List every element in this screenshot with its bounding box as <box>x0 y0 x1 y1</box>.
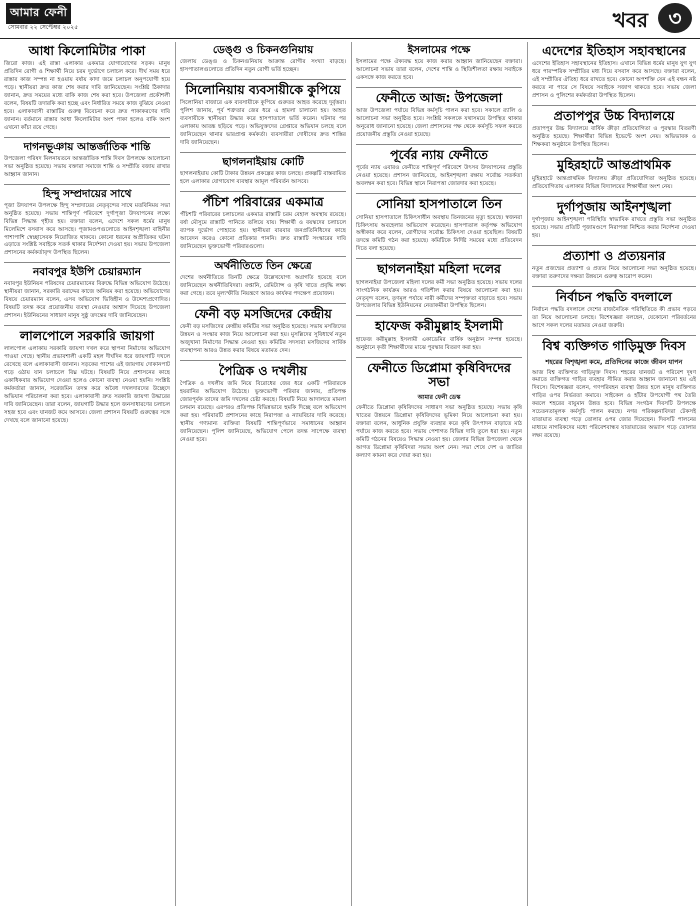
news-article <box>180 191 346 252</box>
column-divider <box>175 42 176 906</box>
news-article <box>180 256 346 299</box>
page-number-badge: ৩ <box>658 3 692 33</box>
article-divider <box>532 196 696 197</box>
article-divider <box>180 191 346 192</box>
article-headline[interactable]: পঁচিশ পরিবারের একমাত্র <box>202 193 324 209</box>
news-article <box>356 258 522 311</box>
article-headline[interactable]: বিশ্ব ব্যক্তিগত গাড়িমুক্ত দিবস <box>542 338 686 354</box>
news-article <box>4 325 170 426</box>
article-body: হাফেজ করীমুল্লাহ ইসলামী একাডেমির বার্ষিক অনুষ্ঠান সম্পন্ন হয়েছে। অনুষ্ঠানে কৃতী শিক্ষার্থীদের মাঝে পুরস্কার বিতরণ করা হয়। <box>356 336 522 351</box>
article-divider <box>180 360 346 361</box>
article-headline[interactable]: অর্থনীতিতে তিন ক্ষেত্রে <box>214 259 312 272</box>
article-body: জিরো কাজ। এই রাস্তা এলাকার একমাত্র যোগাযোগের সড়ক। মানুষ প্রতিদিন রোগী ও শিক্ষার্থী নিয়ে চরম দুর্ভোগে চলাচল করে। দীর্ঘ সময় ধরে রাস্তার কাজ সম্পন্ন না হওয়ায় বর্ষায় কাদা জমে চলাচল অনুপযোগী হয়ে পড়ে। স্থানীয়রা দ্রুত কাজ শেষ করার দাবি জানিয়েছেন। সংশ্লিষ্ট ঠিকাদার জানান, দ্রুত সময়ের মধ্যে বাকি কাজ শেষ করা হবে। উপজেলা প্রকৌশলী বলেন, বিষয়টি তদারকি করা হচ্ছে এবং নির্ধারিত সময়ে কাজ বুঝিয়ে নেওয়া হবে। এলাকাবাসী রাস্তাটির গুরুত্ব বিবেচনা করে দ্রুত পাকাকরণের দাবি জানান। বর্তমানে রাস্তার আধা কিলোমিটার অংশ পাকা হলেও বাকি অংশ এখনো কাঁচা রয়ে গেছে। <box>4 61 170 131</box>
article-body: ইসলামের পক্ষে ঐক্যবদ্ধ হয়ে কাজ করার আহ্বান জানিয়েছেন বক্তারা। আলোচনা সভায় তারা বলেন, দেশের শান্তি ও স্থিতিশীলতা রক্ষায় সবাইকে একসঙ্গে কাজ করতে হবে। <box>356 59 522 81</box>
article-headline[interactable]: ছাগলনাইয়া মহিলা দলের <box>377 261 501 277</box>
article-body: ফেনীতে ডিপ্লোমা কৃষিবিদদের সাধারণ সভা অনুষ্ঠিত হয়েছে। সভায় কৃষি খাতের উন্নয়নে ডিপ্লোমা কৃষিবিদদের ভূমিকা নিয়ে আলোচনা করা হয়। বক্তারা বলেন, আধুনিক প্রযুক্তি ব্যবহার করে কৃষি উৎপাদন বাড়াতে মাঠ পর্যায়ে কাজ করতে হবে। সভায় পেশাগত বিভিন্ন দাবি তুলে ধরা হয়। নতুন কমিটি গঠনের বিষয়েও সিদ্ধান্ত নেওয়া হয়। জেলার বিভিন্ন উপজেলা থেকে আগত ডিপ্লোমা কৃষিবিদরা সভায় অংশ নেন। সভা শেষে দেশ ও জাতির কল্যাণ কামনা করে দোয়া করা হয়। <box>356 405 522 459</box>
news-article <box>532 286 696 331</box>
section-label: খবর <box>612 8 648 32</box>
news-article <box>180 152 346 187</box>
article-divider <box>532 335 696 336</box>
article-body: পঁচিশটি পরিবারের চলাচলের একমাত্র রাস্তাটি চরম বেহাল অবস্থায় রয়েছে। বর্ষা মৌসুমে রাস্তাটি পানিতে তলিয়ে যায়। শিক্ষার্থী ও বয়স্কদের চলাচলে ব্যাপক দুর্ভোগ পোহাতে হয়। স্থানীয়রা বারবার জনপ্রতিনিধিদের কাছে আবেদন করেও কোনো প্রতিকার পাননি। দ্রুত রাস্তাটি সংস্কারের দাবি জানিয়েছেন ভুক্তভোগী পরিবারগুলো। <box>180 212 346 250</box>
article-divider <box>356 258 522 259</box>
news-column-1 <box>4 42 170 908</box>
article-divider <box>356 357 522 358</box>
article-headline[interactable]: প্রতাপপুর উচ্চ বিদ্যালয়ে <box>553 108 675 124</box>
masthead <box>0 0 700 39</box>
article-body: নবাবপুর ইউনিয়ন পরিষদের চেয়ারম্যানের বিরুদ্ধে বিভিন্ন অভিযোগ উঠেছে। স্থানীয়রা জানান, সরকারি বরাদ্দের কাজে অনিয়ম করা হয়েছে। অভিযোগের বিষয়ে চেয়ারম্যান বলেন, এসব অভিযোগ ভিত্তিহীন ও উদ্দেশ্যপ্রণোদিত। বিষয়টি তদন্ত করে প্রয়োজনীয় ব্যবস্থা নেওয়ার আশ্বাস দিয়েছে উপজেলা প্রশাসন। ইউনিয়নের সাধারণ মানুষ সুষ্ঠু তদন্তের দাবি জানিয়েছেন। <box>4 281 170 320</box>
news-column-2 <box>180 42 346 908</box>
article-divider <box>532 154 696 155</box>
newspaper-logo: আমার ফেনী <box>6 3 71 24</box>
article-divider <box>4 137 170 138</box>
article-headline[interactable]: নির্বাচন পদ্ধতি বদলালে <box>556 288 672 304</box>
article-headline[interactable]: সোনিয়া হাসপাতালে তিন <box>376 196 502 212</box>
news-article <box>356 315 522 352</box>
article-headline[interactable]: ফেনীতে ডিপ্লোমা কৃষিবিদদের সভা <box>367 359 511 389</box>
article-body: মুহিরহাটে আন্তপ্রাথমিক বিদ্যালয় ক্রীড়া প্রতিযোগিতা অনুষ্ঠিত হয়েছে। প্রতিযোগিতায় এলাকার বিভিন্ন বিদ্যালয়ের শিক্ষার্থীরা অংশ নেয়। <box>532 175 696 190</box>
article-body: নতুন প্রজন্মের প্রত্যাশা ও প্রত্যয় নিয়ে আলোচনা সভা অনুষ্ঠিত হয়েছে। বক্তারা তরুণদের দক্ষতা উন্নয়নে গুরুত্ব আরোপ করেন। <box>532 266 696 280</box>
news-article <box>4 184 170 259</box>
article-body: প্রতাপপুর উচ্চ বিদ্যালয়ে বার্ষিক ক্রীড়া প্রতিযোগিতা ও পুরস্কার বিতরণী অনুষ্ঠিত হয়েছে। শিক্ষার্থীরা বিভিন্ন ইভেন্টে অংশ নেয়। অভিভাবক ও শিক্ষকরা অনুষ্ঠানে উপস্থিত ছিলেন। <box>532 126 696 149</box>
article-body: সোনিয়া হাসপাতালে চিকিৎসাধীন অবস্থায় তিনজনের মৃত্যু হয়েছে। স্বজনরা চিকিৎসায় অবহেলার অভিযোগ করেছেন। হাসপাতাল কর্তৃপক্ষ অভিযোগ অস্বীকার করে বলেন, রোগীদের সর্বোচ্চ চিকিৎসা দেওয়া হয়েছিল। বিষয়টি তদন্তে কমিটি গঠন করা হয়েছে। কমিটিকে নির্দিষ্ট সময়ের মধ্যে প্রতিবেদন দিতে বলা হয়েছে। <box>356 214 522 253</box>
article-headline[interactable]: এদেশের ইতিহাস সহাবস্থানের <box>542 43 686 58</box>
news-article <box>532 245 696 282</box>
article-headline[interactable]: প্রত্যাশা ও প্রত্যয়নার <box>562 247 666 263</box>
article-headline[interactable]: সিলোনিয়ায় ব্যবসায়ীকে কুপিয়ে <box>185 81 341 97</box>
article-headline[interactable]: দুর্গাপূজায় আইনশৃঙ্খলা <box>556 198 672 214</box>
news-article <box>4 137 170 180</box>
article-divider <box>180 79 346 80</box>
article-headline[interactable]: পূর্বের ন্যায় ফেনীতে <box>390 147 488 162</box>
article-divider <box>4 325 170 326</box>
article-headline[interactable]: লালপোলে সরকারি জায়গা <box>19 328 155 344</box>
article-divider <box>4 262 170 263</box>
column-divider <box>527 42 528 906</box>
article-headline[interactable]: ইসলামের পক্ষে <box>407 44 471 56</box>
news-article <box>356 87 522 140</box>
article-body: আজ উপজেলা পর্যায়ে বিভিন্ন কর্মসূচি পালন করা হবে। সকালে র‌্যালি ও আলোচনা সভা অনুষ্ঠিত হবে। সংশ্লিষ্ট সকলকে যথাসময়ে উপস্থিত থাকার অনুরোধ জানানো হয়েছে। জেলা প্রশাসনের পক্ষ থেকে কর্মসূচি সফল করতে প্রয়োজনীয় প্রস্তুতি নেওয়া হয়েছে। <box>356 108 522 139</box>
article-headline[interactable]: পৈত্রিক ও দখলীয় <box>219 362 307 378</box>
article-divider <box>356 315 522 316</box>
dateline: সোমবার ২২ সেপ্টেম্বর ২০২৫ <box>8 24 79 31</box>
news-article <box>356 144 522 189</box>
article-body: দেশের অর্থনীতিতে তিনটি ক্ষেত্রে উল্লেখযোগ্য অগ্রগতি হয়েছে বলে জানিয়েছেন অর্থনীতিবিদরা। রপ্তানি, রেমিট্যান্স ও কৃষি খাতে প্রবৃদ্ধি লক্ষ্য করা গেছে। তবে মূল্যস্ফীতি নিয়ন্ত্রণে আরও কার্যকর পদক্ষেপ প্রয়োজন। <box>180 275 346 297</box>
article-byline: আমার ফেনী ডেস্ক <box>417 394 461 402</box>
article-body: নির্বাচন পদ্ধতি বদলালে দেশের রাজনৈতিক পরিস্থিতিতে কী প্রভাব পড়বে তা নিয়ে আলোচনা চলছে। বিশেষজ্ঞরা বলছেন, যেকোনো পরিবর্তনের আগে সকল দলের মতামত নেওয়া জরুরি। <box>532 307 696 330</box>
article-body: ছাগলনাইয়ায় কোটি টাকার উন্নয়ন প্রকল্পের কাজ চলছে। প্রকল্পটি বাস্তবায়িত হলে এলাকার যোগাযোগ ব্যবস্থার আমূল পরিবর্তন আসবে। <box>180 171 346 185</box>
article-divider <box>356 144 522 145</box>
news-article <box>180 360 346 445</box>
article-body: সিলোনিয়া বাজারে এক ব্যবসায়ীকে কুপিয়ে গুরুতর আহত করেছে দুর্বৃত্তরা। পুলিশ জানায়, পূর্ব শত্রুতার জের ধরে এ হামলা চালানো হয়। আহত ব্যবসায়ীকে স্থানীয়রা উদ্ধার করে হাসপাতালে ভর্তি করেন। ঘটনার পর এলাকায় আতঙ্ক ছড়িয়ে পড়ে। অভিযুক্তদের গ্রেপ্তারে অভিযান চলছে বলে জানিয়েছেন থানার ভারপ্রাপ্ত কর্মকর্তা। ব্যবসায়ীরা দোষীদের দ্রুত শাস্তির দাবি জানিয়েছেন। <box>180 100 346 146</box>
news-article <box>180 44 346 75</box>
article-body: পূর্বের ন্যায় এবারও ফেনীতে শান্তিপূর্ণ পরিবেশে উৎসব উদযাপনের প্রস্তুতি নেওয়া হয়েছে। প্রশাসন জানিয়েছে, আইনশৃঙ্খলা রক্ষায় সর্বোচ্চ সতর্কতা অবলম্বন করা হবে। বিভিন্ন স্থানে নিরাপত্তা জোরদার করা হয়েছে। <box>356 165 522 188</box>
article-body: লালপোল এলাকায় সরকারি জায়গা দখল করে স্থাপনা নির্মাণের অভিযোগ পাওয়া গেছে। স্থানীয় প্রভাবশালী একটি মহল দীর্ঘদিন ধরে জায়গাটি দখলে রেখেছে বলে এলাকাবাসী জানান। সড়কের পাশের এই জায়গায় দোকানপাট গড়ে ওঠায় যান চলাচলে বিঘ্ন ঘটছে। বিষয়টি নিয়ে প্রশাসনের কাছে একাধিকবার অভিযোগ দেওয়া হলেও কোনো ব্যবস্থা নেওয়া হয়নি। সংশ্লিষ্ট কর্মকর্তারা জানান, সরেজমিন তদন্ত করে অবৈধ দখলদারদের উচ্ছেদে অভিযান পরিচালনা করা হবে। এলাকাবাসী দ্রুত সরকারি জায়গা উদ্ধারের দাবি জানিয়েছেন। তারা বলেন, জায়গাটি উদ্ধার হলে জনসাধারণের চলাচল সহজ হবে এবং যানজট কমে আসবে। জেলা প্রশাসন বিষয়টি গুরুত্বের সঙ্গে দেখছে বলে জানানো হয়েছে। <box>4 346 170 424</box>
article-body: ছাগলনাইয়া উপজেলা মহিলা দলের কর্মী সভা অনুষ্ঠিত হয়েছে। সভায় দলের সাংগঠনিক কার্যক্রম আরও গতিশীল করার বিষয়ে আলোচনা করা হয়। নেতৃবৃন্দ বলেন, তৃণমূল পর্যায়ে নারী কর্মীদের সম্পৃক্ততা বাড়াতে হবে। সভায় উপজেলার বিভিন্ন ইউনিয়নের নেতাকর্মীরা উপস্থিত ছিলেন। <box>356 279 522 310</box>
article-headline[interactable]: আধা কিলোমিটার পাকা <box>28 43 146 58</box>
article-body: আজ বিশ্ব ব্যক্তিগত গাড়িমুক্ত দিবস। শহরের যানজট ও পরিবেশ দূষণ কমাতে ব্যক্তিগত গাড়ির ব্যবহার সীমিত করার আহ্বান জানানো হয় এই দিবসে। বিশেষজ্ঞরা বলেন, গণপরিবহন ব্যবস্থা উন্নত হলে মানুষ ব্যক্তিগত গাড়ির ওপর নির্ভরতা কমাবে। সাইকেল ও হাঁটার উপযোগী পথ তৈরি করলে শহরের বায়ুমান উন্নত হবে। বিভিন্ন সংগঠন দিবসটি উপলক্ষে সচেতনতামূলক কর্মসূচি পালন করছে। নগর পরিকল্পনাবিদরা টেকসই যাতায়াত ব্যবস্থা গড়ে তোলার ওপর জোর দিয়েছেন। দিবসটি পালনের মাধ্যমে নাগরিকদের মধ্যে পরিবেশবান্ধব যাতায়াতের অভ্যাস গড়ে তোলার লক্ষ্য রয়েছে। <box>532 369 696 439</box>
article-body: পৈত্রিক ও দখলীয় জমি নিয়ে বিরোধের জের ধরে একটি পরিবারকে হয়রানির অভিযোগ উঠেছে। ভুক্তভোগী পরিবার জানায়, প্রতিপক্ষ জোরপূর্বক তাদের জমি দখলের চেষ্টা করছে। বিষয়টি নিয়ে আদালতে মামলা চলমান রয়েছে। এরপরও প্রতিপক্ষ বিভিন্নভাবে হুমকি দিচ্ছে বলে অভিযোগ করা হয়। পরিবারটি প্রশাসনের কাছে নিরাপত্তা ও ন্যায়বিচার দাবি করেছে। স্থানীয় গণ্যমান্য ব্যক্তিরা বিষয়টি শান্তিপূর্ণভাবে সমাধানের আহ্বান জানিয়েছেন। পুলিশ জানিয়েছে, অভিযোগ পেলে তদন্ত সাপেক্ষে ব্যবস্থা নেওয়া হবে। <box>180 381 346 443</box>
article-headline[interactable]: ডেঙ্গু ও চিকনগুনিয়ায় <box>212 44 314 56</box>
article-divider <box>180 152 346 153</box>
article-headline[interactable]: নবাবপুর ইউপি চেয়ারম্যান <box>32 266 142 279</box>
article-headline[interactable]: দাগনভূঞায় আন্তর্জাতিক শান্তি <box>23 140 151 153</box>
article-headline[interactable]: ফেনীতে আজ: উপজেলা <box>375 89 503 105</box>
news-article <box>180 79 346 148</box>
article-headline[interactable]: ফেনী বড় মসজিদের কেন্দ্রীয় <box>194 305 332 321</box>
news-article <box>532 44 696 101</box>
news-article <box>356 357 522 461</box>
article-subhead: শহরের বিশৃঙ্খলা কমে, প্রতিদিনের কাজে জীবন যাপন <box>545 357 683 366</box>
news-article <box>356 44 522 83</box>
article-headline[interactable]: হিন্দু সম্প্রদায়ের সাথে <box>42 187 132 200</box>
news-article <box>180 303 346 356</box>
news-article <box>4 44 170 133</box>
news-article <box>532 196 696 241</box>
article-divider <box>180 303 346 304</box>
article-headline[interactable]: হাফেজ করীমুল্লাহ ইসলামী <box>375 318 503 334</box>
news-article <box>532 105 696 150</box>
article-divider <box>532 105 696 106</box>
article-body: জেলায় ডেঙ্গু ও চিকনগুনিয়ায় আক্রান্ত রোগীর সংখ্যা বাড়ছে। হাসপাতালগুলোতে প্রতিদিন নতুন রোগী ভর্তি হচ্ছেন। <box>180 59 346 73</box>
news-article <box>532 335 696 441</box>
article-body: উপজেলা পরিষদ মিলনায়তনে আন্তর্জাতিক শান্তি দিবস উপলক্ষে আলোচনা সভা অনুষ্ঠিত হয়েছে। সভায় বক্তারা সমাজে শান্তি ও সম্প্রীতি বজায় রাখার আহ্বান জানান। <box>4 155 170 178</box>
article-body: এদেশের ইতিহাস সহাবস্থানের ইতিহাস। এখানে বিভিন্ন ধর্মের মানুষ যুগ যুগ ধরে পারস্পরিক সম্প্রীতির মধ্য দিয়ে বসবাস করে আসছে। বক্তারা বলেন, এই সম্প্রীতির ঐতিহ্য ধরে রাখতে হবে। কোনো অপশক্তি যেন এই বন্ধন নষ্ট করতে না পারে সে বিষয়ে সবাইকে সজাগ থাকতে হবে। সভায় জেলা প্রশাসন ও পুলিশের কর্মকর্তারা উপস্থিত ছিলেন। <box>532 61 696 100</box>
article-divider <box>532 245 696 246</box>
news-article <box>532 154 696 191</box>
article-body: দুর্গাপূজায় আইনশৃঙ্খলা পরিস্থিতি স্বাভাবিক রাখতে প্রস্তুতি সভা অনুষ্ঠিত হয়েছে। সভায় প্রতিটি পূজামণ্ডপে নিরাপত্তা নিশ্চিত করার নির্দেশনা দেওয়া হয়। <box>532 216 696 239</box>
article-headline[interactable]: মুহিরহাটে আন্তপ্রাথমিক <box>557 157 671 173</box>
news-article <box>356 193 522 254</box>
news-column-4 <box>532 42 696 908</box>
article-divider <box>180 256 346 257</box>
article-divider <box>4 184 170 185</box>
column-divider <box>351 42 352 906</box>
article-divider <box>532 286 696 287</box>
article-divider <box>356 87 522 88</box>
article-body: ফেনী বড় মসজিদের কেন্দ্রীয় কমিটির সভা অনুষ্ঠিত হয়েছে। সভায় মসজিদের উন্নয়ন ও সংস্কার কাজ নিয়ে আলোচনা করা হয়। মুসল্লিদের সুবিধার্থে নতুন অজুখানা নির্মাণের সিদ্ধান্ত নেওয়া হয়। কমিটির সদস্যরা মসজিদের সার্বিক ব্যবস্থাপনা আরও উন্নত করার বিষয়ে মতামত দেন। <box>180 324 346 354</box>
article-headline[interactable]: ছাগলনাইয়ায় কোটি <box>222 155 304 168</box>
news-article <box>4 262 170 321</box>
article-divider <box>356 193 522 194</box>
news-column-3 <box>356 42 522 908</box>
article-body: পূজা উদযাপন উপলক্ষে হিন্দু সম্প্রদায়ের নেতৃবৃন্দের সাথে মতবিনিময় সভা অনুষ্ঠিত হয়েছে। সভায় শান্তিপূর্ণ পরিবেশে দুর্গাপূজা উদযাপনের লক্ষ্যে বিভিন্ন সিদ্ধান্ত গৃহীত হয়। বক্তারা বলেন, এদেশে সকল ধর্মের মানুষ মিলেমিশে বসবাস করে আসছে। পূজামণ্ডপগুলোতে আইনশৃঙ্খলা বাহিনীর পাশাপাশি স্বেচ্ছাসেবক নিয়োজিত থাকবে। কোনো ধরনের অপ্রীতিকর ঘটনা এড়াতে সংশ্লিষ্ট সবাইকে সতর্ক থাকার নির্দেশনা দেওয়া হয়। সভায় উপজেলা প্রশাসনের কর্মকর্তাবৃন্দ উপস্থিত ছিলেন। <box>4 202 170 257</box>
